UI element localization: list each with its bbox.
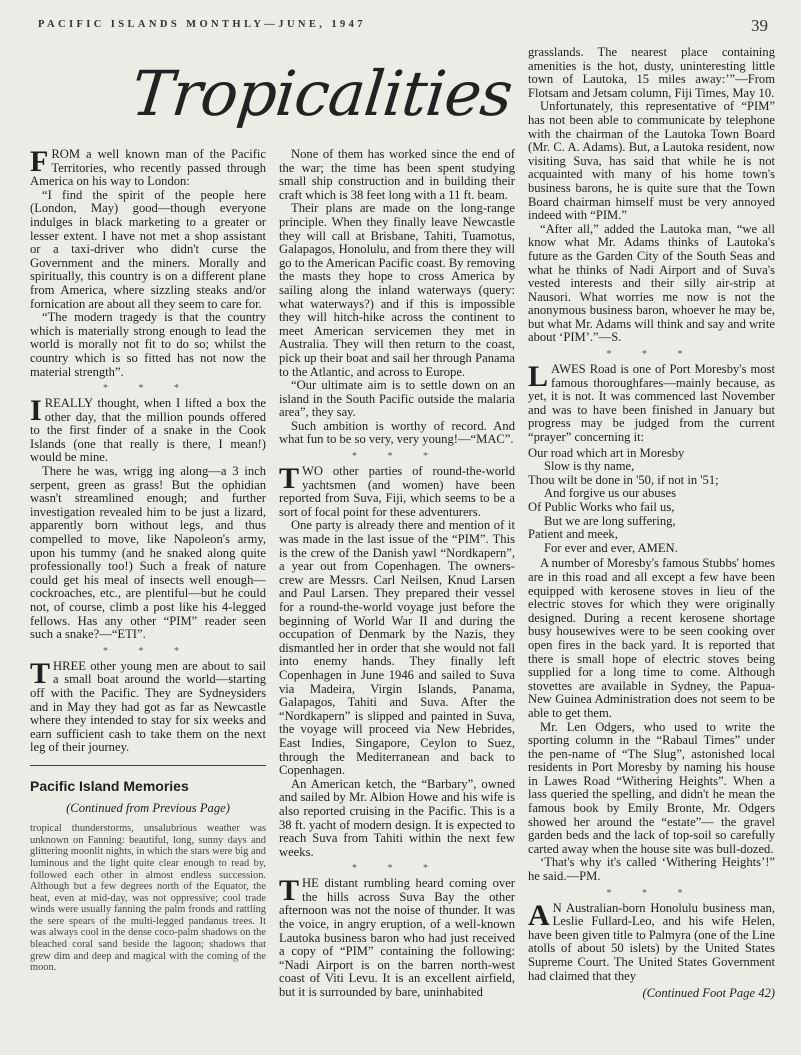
paragraph: Unfortunately, this representative of “PIM” has not been able to communicate by telephone with the chairman of the Lautoka Town Board (Mr. C. A. Adams). But, a Lautoka resident, now visiting Suva, has said that while he is not acquainted with many of his home town's business barons, he is quite sure that the Town Board chairman himself must be very annoyed indeed with “PIM.” bbox=[528, 99, 775, 223]
section-divider: * * * bbox=[606, 887, 697, 899]
running-head: PACIFIC ISLANDS MONTHLY—JUNE, 1947 bbox=[38, 19, 366, 30]
drop-cap: I bbox=[30, 394, 42, 428]
verse-line: But we are long suffering, bbox=[544, 513, 676, 528]
paragraph: grasslands. The nearest place containing amenities is the hot, dusty, uninteresting little town of Lautoka, 15 miles away:’”—From Flotsam and Jetsam column, Fiji Times, May 10. bbox=[528, 45, 775, 100]
box-body: tropical thunderstorms, unsalubrious weather was unknown on Fanning: beautiful, long, sunny days and glittering moonlit nights, in which the stars were big and luminous and the light quite clear enough to read by, followed each other in almost endless succession. Although but a few degrees north of the Equator, the heat, even at mid-day, was not oppressive; cool trade winds were usually fanning the palm fronds and rattling the sere spears of the multi-legged pandanus trees. It was always cool in the dense coco-palm shadows on the bleached coral sand beside the lagoon; shadows that grew dim and deep and magical with the coming of the moon. bbox=[30, 823, 266, 974]
drop-cap: T bbox=[279, 462, 300, 496]
drop-cap: T bbox=[30, 656, 51, 690]
paragraph: “The modern tragedy is that the country which is materially strong enough to lead the world is morally not fit to do so; whilst the country which is so fitted has not now the material strength”. bbox=[30, 310, 266, 379]
section-divider: * * * bbox=[103, 383, 193, 395]
verse-line: Thou wilt be done in '50, if not in '51; bbox=[528, 472, 719, 487]
section-divider: * * * bbox=[352, 863, 442, 875]
drop-cap: A bbox=[528, 898, 550, 932]
memories-box bbox=[30, 765, 266, 974]
paragraph: Such ambition is worthy of record. And what fun to be so very, very young!—“MAC”. bbox=[279, 418, 515, 447]
paragraph: Their plans are made on the long-range principle. When they finally leave Newcastle they will call at Brisbane, Tahiti, Tuamotus, Galapagos, Honolulu, and from there they will go to the American Pacific coast. By removing the masts they hope to cross America by sailing along the inland waterways (query: what waterways?) and if this is impossible they will hitch-hike across the continent to meet American servicemen they met in Australia. They will then return to the coast, pick up their boat and sail her through Panama to the Atlantic, and across to Europe. bbox=[279, 201, 515, 379]
box-subheading: (Continued from Previous Page) bbox=[66, 800, 230, 815]
drop-cap: L bbox=[528, 360, 549, 394]
paragraph: THE distant rumbling heard coming over the hills across Suva Bay the other afternoon was not the noise of thunder. It was the voice, in angry eruption, of a well-known Lautoka business baron who had just received a copy of “PIM” containing the following: “Nadi Airport is on the barren north-west coast of Viti Levu. It is an excellent airfield, but it is surrounded by bare, uninhabited bbox=[279, 874, 515, 1000]
paragraph: One party is already there and mention of it was made in the last issue of the “PIM”. This is the crew of the Danish yawl “Nordkapern”, a year out from Copenhagen. The owners-crew are Messrs. Carl Neilsen, Knud Larsen and Paul Larsen. They prepared their vessel for a round-the-world voyage just before the beginning of World War II and during the occupation of Denmark by the Nazis, they dismantled her in order that she would not fall into enemy hands. They finally left Copenhagen in June 1946 and sailed to Suva via Madeira, Virgin Islands, Panama, Galapagos, Tahiti and Suva. After the “Nordkapern” is slipped and painted in Suva, the voyage will proceed via New Hebrides, East Indies, Singapore, Ceylon to Suez, through the Mediterranean and back to Copenhagen. bbox=[279, 518, 515, 778]
verse-line: And forgive us our abuses bbox=[544, 486, 676, 501]
paragraph: None of them has worked since the end of the war; the time has been spent studying small ship construction and in building their craft which is 38 feet long with a 11 ft. beam. bbox=[279, 147, 515, 202]
paragraph: “Our ultimate aim is to settle down on an island in the South Pacific outside the malaria area”, they say. bbox=[279, 378, 515, 420]
paragraph: A number of Moresby's famous Stubbs' homes are in this road and all except a few have been equipped with kerosene stoves in lieu of the electric stoves for which they were originally designed. During a recent kerosene shortage busy housewives were to be seen cooking over open fires in the back yard. It is reported that there is small hope of electric stoves being supplied for a long time to come. Although stovettes are available in Sydney, the Papua-New Guinea Administration does not seem to be able to get them. bbox=[528, 556, 775, 720]
article-title: Tropicalities bbox=[128, 57, 516, 130]
paragraph: Mr. Len Odgers, who used to write the sporting column in the “Rabaul Times” under the pen-name of “The Slug”, astonished local residents in Port Moresby by naming his house in Lawes Road “Withering Heights”. When a lass queried the spelling, and didn't he mean the famous book by Emily Bronte, Mr. Odgers showed her around the “estate”— the gravel garden beds and the lack of top-soil so carefully carted away when the house site was bull-dozed. bbox=[528, 719, 775, 856]
paragraph: There he was, wrigg ing along—a 3 inch serpent, green as grass! But the ophidian wasn't streamlined enough; and further investigation revealed him to be just a lizard, apparently born without legs, and thus compelled to move, like Napoleon's army, upon his tummy (and he snaked along quite professionally too!) Such a freak of nature could get his meal of insects well enough—cockroaches, etc., are plentiful—but he could not, of course, climb a post like his 4-legged fellows. Has any other “PIM” reader seen such a snake?—“ETI”. bbox=[30, 464, 266, 642]
column-2 bbox=[279, 148, 515, 1000]
section-divider: * * * bbox=[606, 349, 697, 361]
paragraph: TWO other parties of round-the-world yachtsmen (and women) have been reported from Suva, Fiji, which seems to be a sort of focal point for these adventurers. bbox=[279, 462, 515, 519]
verse-line: Our road which art in Moresby bbox=[528, 445, 685, 460]
drop-cap: F bbox=[30, 145, 49, 178]
page-header bbox=[38, 16, 768, 40]
paragraph: “After all,” added the Lautoka man, “we all know what Mr. Adams thinks of Lautoka's future as the Garden City of the South Seas and what he thinks of Nadi Airport and of Suva's vested interests and their silly air-strip at Nausori. What worries me now is not the anonymous business baron, whoever he may be, but what Mr. Adams will think and say and write about ‘PIM’.”—S. bbox=[528, 221, 775, 345]
section-divider: * * * bbox=[352, 451, 442, 463]
section-divider: * * * bbox=[103, 645, 193, 657]
paragraph: “I find the spirit of the people here (London, May) good—though everyone indulges in black marketing to a greater or lesser extent. I have not met a shop assistant or a taxi-driver who didn't curse the Government and the miners. Morally and spiritually, this country is on a different plane from America, where sizzling steaks and/or fornication are about all they seem to care for. bbox=[30, 187, 266, 311]
paragraph: LAWES Road is one of Port Moresby's most famous thoroughfares—mainly because, as yet, it is not. It was commenced last November and was to have been finished in January but progress may be judged from the current “prayer” concerning it: bbox=[528, 360, 775, 445]
box-heading: Pacific Island Memories bbox=[30, 777, 189, 794]
paragraph: A N Australian-born Honolulu business man, Leslie Fullard-Leo, and his wife Helen, have been given title to Palmyra (one of the Line atolls of about 50 islets) by the United States Supreme Court. The United States Government had claimed that they bbox=[528, 898, 775, 983]
paragraph: ‘That's why it's called ‘Withering Heights’!” he said.—PM. bbox=[528, 855, 775, 884]
paragraph: IREALLY thought, when I lifted a box the other day, that the million pounds offered to the first finder of a snake in the Cook Islands (one that really is there, I mean!) would be mine. bbox=[30, 394, 266, 465]
paragraph: FROM a well known man of the Pacific Territories, who recently passed through America on his way to London: bbox=[30, 145, 266, 189]
verse-line: Slow is thy name, bbox=[544, 459, 635, 474]
paragraph: THREE other young men are about to sail a small boat around the world—starting off with the Pacific. They are Sydneysiders and in May they had got as far as Newcastle where they intended to stay for six weeks and earn sufficient cash to take them on the next leg of their journey. bbox=[30, 656, 266, 755]
column-3 bbox=[528, 46, 775, 1001]
prayer-verse bbox=[528, 447, 775, 556]
continued-note: (Continued Foot Page 42) bbox=[642, 986, 775, 1001]
drop-cap: T bbox=[279, 874, 300, 908]
paragraph: An American ketch, the “Barbary”, owned and sailed by Mr. Albion Howe and his wife is also reported cruising in the Pacific. This is a 38 ft. yacht of modern design. It is expected to reach Suva from Tahiti within the next few weeks. bbox=[279, 776, 515, 859]
column-1 bbox=[30, 145, 266, 974]
page-number: 39 bbox=[751, 16, 768, 35]
verse-line: For ever and ever, AMEN. bbox=[544, 540, 678, 555]
verse-line: Patient and meek, bbox=[528, 527, 618, 542]
verse-line: Of Public Works who fail us, bbox=[528, 500, 675, 514]
